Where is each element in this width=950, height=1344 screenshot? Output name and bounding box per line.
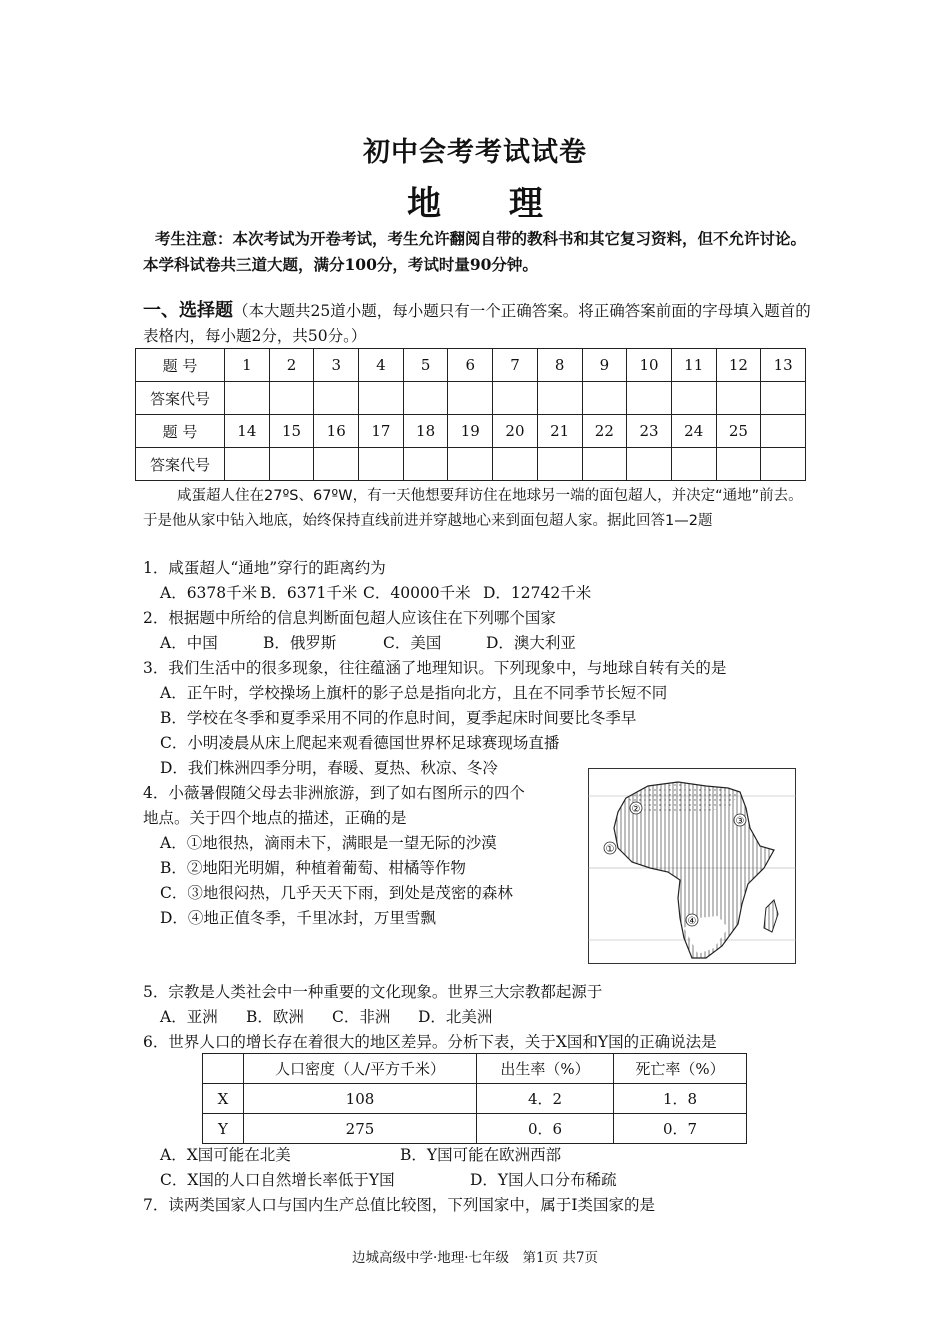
table-cell: 4 xyxy=(359,349,404,382)
table-cell: 21 xyxy=(537,415,582,448)
option: A．①地很热，滴雨未下，满眼是一望无际的沙漠 xyxy=(160,834,497,852)
table-cell: 题 号 xyxy=(136,415,225,448)
option: C．③地很闷热，几乎天天下雨，到处是茂密的森林 xyxy=(160,884,513,902)
answer-cell[interactable] xyxy=(671,382,716,415)
answer-cell[interactable] xyxy=(716,382,761,415)
table-row xyxy=(203,1084,747,1114)
option: B．学校在冬季和夏季采用不同的作息时间，夏季起床时间要比冬季早 xyxy=(160,709,637,727)
question-6-stem: 6．世界人口的增长存在着很大的地区差异。分析下表，关于X国和Y国的正确说法是 xyxy=(143,1033,717,1051)
answer-cell[interactable] xyxy=(403,448,448,481)
table-row xyxy=(203,1114,747,1144)
question-5-stem: 5．宗教是人类社会中一种重要的文化现象。世界三大宗教都起源于 xyxy=(143,983,603,1001)
table-cell: 2 xyxy=(269,349,314,382)
answer-cell[interactable] xyxy=(582,382,627,415)
option: C．40000千米 xyxy=(363,584,471,602)
table-cell: 15 xyxy=(269,415,314,448)
table-cell: 6 xyxy=(448,349,493,382)
answer-table-row xyxy=(136,349,806,382)
option: B．②地阳光明媚，种植着葡萄、柑橘等作物 xyxy=(160,859,466,877)
table-row xyxy=(203,1054,747,1084)
table-cell: 3 xyxy=(314,349,359,382)
table-cell: 10 xyxy=(627,349,672,382)
table-cell: 答案代号 xyxy=(136,448,225,481)
answer-table-row xyxy=(136,448,806,481)
table-cell xyxy=(761,415,806,448)
table-cell: 18 xyxy=(403,415,448,448)
table-cell: 19 xyxy=(448,415,493,448)
africa-map xyxy=(588,768,796,964)
table-cell: 17 xyxy=(359,415,404,448)
answer-cell[interactable] xyxy=(359,382,404,415)
answer-cell[interactable] xyxy=(493,448,538,481)
table-cell: 16 xyxy=(314,415,359,448)
question-intro: 咸蛋超人住在27ºS、67ºW，有一天他想要拜访住在地球另一端的面包超人，并决定“通地”前去。于是他从家中钻入地底，始终保持直线前进并穿越地心来到面包超人家。据此回答1—2题 xyxy=(143,488,803,529)
exam-title: 初中会考考试试卷 xyxy=(363,137,587,168)
section-1-desc: （本大题共25道小题，每小题只有一个正确答案。将正确答案前面的字母填入题首的表格内，每小题2分，共50分。） xyxy=(143,302,811,345)
table-cell: 9 xyxy=(582,349,627,382)
question-1-options xyxy=(143,581,830,606)
answer-cell[interactable] xyxy=(627,448,672,481)
question-2-options xyxy=(143,631,830,656)
map-label-3: ③ xyxy=(735,816,745,827)
table-cell: 11 xyxy=(671,349,716,382)
option: B．俄罗斯 xyxy=(263,634,337,652)
option: C．非洲 xyxy=(332,1008,391,1026)
section-1-heading: 一、选择题 xyxy=(143,300,233,321)
table-cell: 20 xyxy=(493,415,538,448)
answer-cell[interactable] xyxy=(493,382,538,415)
question-5-options xyxy=(143,1005,830,1030)
table-cell: 14 xyxy=(225,415,270,448)
option: A．6378千米 xyxy=(160,584,258,602)
table-cell: X xyxy=(203,1084,244,1114)
option: C．X国的人口自然增长率低于Y国 xyxy=(160,1171,395,1189)
table-cell: 8 xyxy=(537,349,582,382)
table-cell: 5 xyxy=(403,349,448,382)
question-6-options-cd xyxy=(143,1168,830,1193)
answer-cell[interactable] xyxy=(269,448,314,481)
table-header: 人口密度（人/平方千米） xyxy=(244,1054,477,1084)
option: B．欧洲 xyxy=(246,1008,304,1026)
table-cell: 题 号 xyxy=(136,349,225,382)
map-label-1: ① xyxy=(605,844,615,855)
table-cell: 23 xyxy=(627,415,672,448)
question-4-stem: 4．小薇暑假随父母去非洲旅游，到了如右图所示的四个 xyxy=(143,784,525,802)
option: B．6371千米 xyxy=(260,584,358,602)
answer-cell[interactable] xyxy=(314,382,359,415)
table-cell: 0．7 xyxy=(614,1114,747,1144)
option: C．美国 xyxy=(383,634,442,652)
table-cell: 108 xyxy=(244,1084,477,1114)
exam-notice: 考生注意：本次考试为开卷考试，考生允许翻阅自带的教科书和其它复习资料，但不允许讨论。本学科试卷共三道大题，满分100分，考试时量90分钟。 xyxy=(143,229,807,274)
section-1-header xyxy=(143,298,813,349)
answer-cell[interactable] xyxy=(225,382,270,415)
table-cell: 1．8 xyxy=(614,1084,747,1114)
table-cell: 答案代号 xyxy=(136,382,225,415)
answer-cell[interactable] xyxy=(671,448,716,481)
map-label-2: ② xyxy=(631,804,641,815)
answer-cell[interactable] xyxy=(403,382,448,415)
question-7-stem: 7．读两类国家人口与国内生产总值比较图，下列国家中，属于Ⅰ类国家的是 xyxy=(143,1196,655,1214)
answer-table-row xyxy=(136,382,806,415)
table-cell: 22 xyxy=(582,415,627,448)
answer-cell[interactable] xyxy=(716,448,761,481)
question-2-stem: 2．根据题中所给的信息判断面包超人应该住在下列哪个国家 xyxy=(143,609,556,627)
option: A．亚洲 xyxy=(160,1008,218,1026)
table-cell: 275 xyxy=(244,1114,477,1144)
answer-cell[interactable] xyxy=(225,448,270,481)
table-cell: 4．2 xyxy=(477,1084,614,1114)
table-header xyxy=(203,1054,244,1084)
page-footer: 边城高级中学·地理·七年级 第1页 共7页 xyxy=(351,1250,599,1266)
answer-table xyxy=(135,348,806,481)
option: D．12742千米 xyxy=(483,584,592,602)
option: A．正午时，学校操场上旗杆的影子总是指向北方，且在不同季节长短不同 xyxy=(160,684,668,702)
option: D．④地正值冬季，千里冰封，万里雪飘 xyxy=(160,909,436,927)
question-3-stem: 3．我们生活中的很多现象，往往蕴涵了地理知识。下列现象中，与地球自转有关的是 xyxy=(143,659,727,677)
table-cell: 25 xyxy=(716,415,761,448)
map-label-4: ④ xyxy=(687,916,697,927)
table-header: 出生率（%） xyxy=(477,1054,614,1084)
answer-cell[interactable] xyxy=(448,448,493,481)
table-cell: 0．6 xyxy=(477,1114,614,1144)
option: D．澳大利亚 xyxy=(486,634,576,652)
table-cell: 12 xyxy=(716,349,761,382)
option: D．Y国人口分布稀疏 xyxy=(470,1171,617,1189)
answer-cell[interactable] xyxy=(314,448,359,481)
option: B．Y国可能在欧洲西部 xyxy=(400,1146,562,1164)
answer-cell[interactable] xyxy=(761,448,806,481)
answer-cell[interactable] xyxy=(537,382,582,415)
table-cell: 13 xyxy=(761,349,806,382)
answer-table-row xyxy=(136,415,806,448)
question-6-options-ab xyxy=(143,1143,830,1168)
answer-cell[interactable] xyxy=(627,382,672,415)
table-cell: 7 xyxy=(493,349,538,382)
option: A．X国可能在北美 xyxy=(160,1146,291,1164)
answer-cell[interactable] xyxy=(761,382,806,415)
answer-cell[interactable] xyxy=(359,448,404,481)
answer-cell[interactable] xyxy=(582,448,627,481)
answer-cell[interactable] xyxy=(448,382,493,415)
table-cell: 1 xyxy=(225,349,270,382)
option: C．小明凌晨从床上爬起来观看德国世界杯足球赛现场直播 xyxy=(160,734,560,752)
question-4-stem-cont: 地点。关于四个地点的描述，正确的是 xyxy=(143,809,407,827)
table-header: 死亡率（%） xyxy=(614,1054,747,1084)
answer-cell[interactable] xyxy=(537,448,582,481)
population-table xyxy=(202,1053,747,1144)
subject-title: 地 理 xyxy=(407,184,571,224)
table-cell: 24 xyxy=(671,415,716,448)
option: D．北美洲 xyxy=(418,1008,493,1026)
option: D．我们株洲四季分明，春暖、夏热、秋凉、冬冷 xyxy=(160,759,498,777)
table-cell: Y xyxy=(203,1114,244,1144)
question-1-stem: 1．咸蛋超人“通地”穿行的距离约为 xyxy=(143,559,386,577)
option: A．中国 xyxy=(160,634,218,652)
answer-cell[interactable] xyxy=(269,382,314,415)
